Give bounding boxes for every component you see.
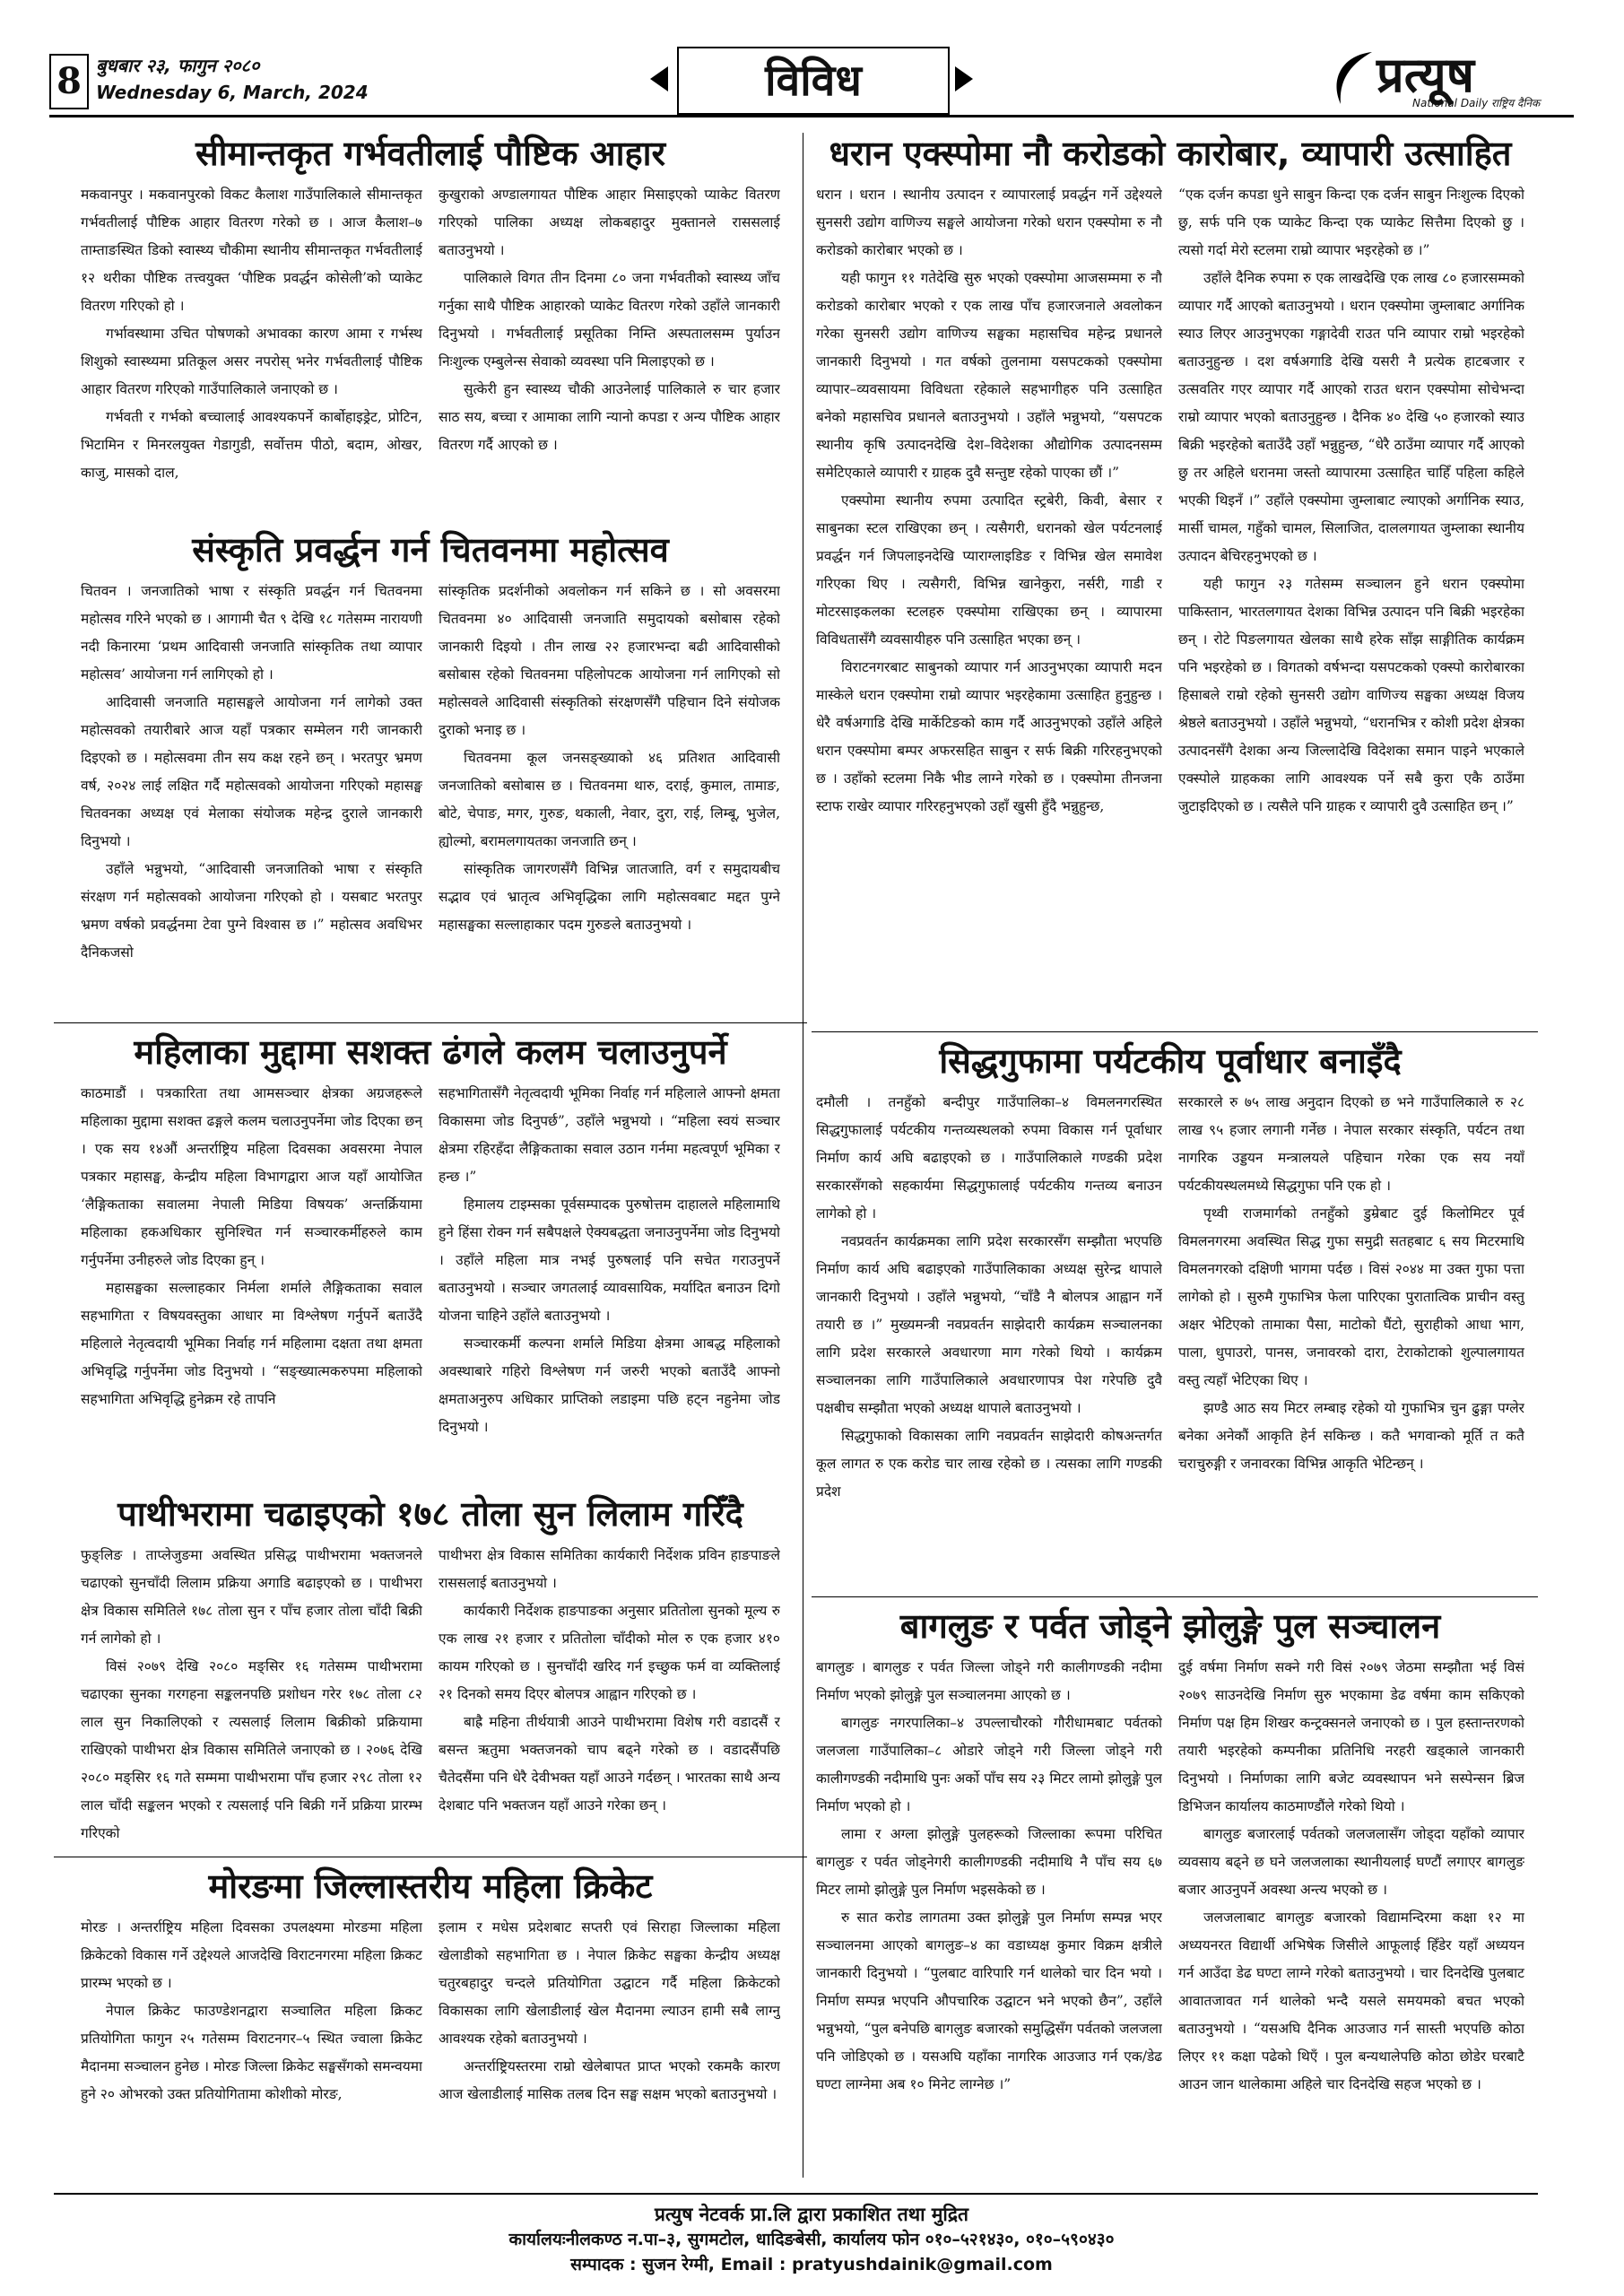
issue-date bbox=[96, 52, 369, 106]
headline: बागलुङ र पर्वत जोड्ने झोलुङ्गे पुल सञ्चालन bbox=[899, 1606, 1441, 1646]
paragraph: नवप्रवर्तन कार्यक्रमका लागि प्रदेश सरकारसँग सम्झौता भएपछि निर्माण कार्य अघि बढाइएको गाउँपालिकाका अध्यक्ष सुरेन्द्र थापाले जानकारी दिनुभयो । उहाँले भन्नुभयो, “चाँडै नै बोलपत्र आह्वान गर्ने तयारी छ ।” मुख्यमन्त्री नवप्रवर्तन साझेदारी कार्यक्रम सञ्चालनका लागि प्रदेश सरकारले अवधारणा माग गरेको थियो । कार्यक्रम सञ्चालनका लागि गाउँपालिकाले अवधारणापत्र पेश गरेपछि दुवै पक्षबीच सम्झौता भएको अध्यक्ष थापाले बताउनुभयो । bbox=[816, 1233, 1162, 1416]
paragraph: बागलुङ । बागलुङ र पर्वत जिल्ला जोड्ने गरी कालीगण्डकी नदीमा निर्माण भएको झोलुङ्गे पुल सञ्चालनमा आएको छ । bbox=[816, 1659, 1162, 1703]
logo-text: प्रत्यूष bbox=[1376, 46, 1474, 103]
paragraph: काठमाडौं । पत्रकारिता तथा आमसञ्चार क्षेत्रका अग्रजहरूले महिलाका मुद्दामा सशक्त ढङ्गले कलम चलाउनुपर्नेमा जोड दिएका छन् । एक सय १४औं अन्तर्राष्ट्रिय महिला दिवसका अवसरमा नेपाल पत्रकार महासङ्घ, केन्द्रीय महिला विभागद्वारा आज यहाँ आयोजित ‘लैङ्गिकताका सवालमा नेपाली मिडिया विषयक’ अन्तर्क्रियामा महिलाका हकअधिकार सुनिश्चित गर्न सञ्चारकर्मीहरुले काम गर्नुपर्नेमा उनीहरुले जोड दिएका हुन् । bbox=[81, 1085, 422, 1268]
paragraph: सांस्कृतिक प्रदर्शनीको अवलोकन गर्न सकिने छ । सो अवसरमा चितवनमा ४० आदिवासी जनजाति समुदायको बसोबास रहेको जानकारी दिइयो । तीन लाख २२ हजारभन्दा बढी आदिवासीको बसोबास रहेको चितवनमा पहिलोपटक आयोजना गर्न लागिएको सो महोत्सवले आदिवासी संस्कृतिको संरक्षणसँगै पहिचान दिने संयोजक दुराको भनाइ छ । bbox=[439, 583, 780, 738]
article-column bbox=[439, 578, 780, 1006]
article-column bbox=[439, 1080, 780, 1474]
masthead-rule bbox=[49, 115, 1574, 117]
article-column bbox=[1178, 181, 1524, 1020]
office-line: कार्यालयःनीलकण्ठ न.पा–३, सुगमटोल, धादिङबेसी, कार्यालय फोन ०१०–५२१४३०, ०१०–५९०४३० bbox=[508, 2230, 1115, 2249]
paragraph: सहभागितासँगै नेतृत्वदायी भूमिका निर्वाह गर्न महिलाले आफ्नो क्षमता विकासमा जोड दिनुपर्छ”, उहाँले भन्नुभयो । “महिला स्वयं सञ्चार क्षेत्रमा रहिरहँदा लैङ्गिकताका सवाल उठान गर्नमा महत्वपूर्ण भूमिका र हन्छ ।” bbox=[439, 1085, 780, 1185]
article-4 bbox=[81, 1493, 780, 1848]
paragraph: यही फागुन ११ गतेदेखि सुरु भएको एक्स्पोमा आजसम्ममा रु नौ करोडको कारोबार भएको र एक लाख पाँच हजारजनाले अवलोकन गरेका सुनसरी उद्योग वाणिज्य सङ्घका महासचिव महेन्द्र प्रधानले जानकारी दिनुभयो । गत वर्षको तुलनामा यसपटकको एक्स्पोमा व्यापार–व्यवसायमा विविधता रहेकाले सहभागीहरु पनि उत्साहित बनेको महासचिव प्रधानले बताउनुभयो । उहाँले भन्नुभयो, “यसपटक स्थानीय कृषि उत्पादनदेखि देश–विदेशका औद्योगिक उत्पादनसम्म समेटिएकाले व्यापारी र ग्राहक दुवै सन्तुष्ट रहेको पाएका छौं ।” bbox=[816, 270, 1162, 481]
paragraph: चितवन । जनजातिको भाषा र संस्कृति प्रवर्द्धन गर्न चितवनमा महोत्सव गरिने भएको छ । आगामी चैत ९ देखि १८ गतेसम्म नारायणी नदी किनारमा ‘प्रथम आदिवासी जनजाति सांस्कृतिक तथा व्यापार महोत्सव’ आयोजना गर्न लागिएको हो । bbox=[81, 583, 422, 683]
article-7 bbox=[816, 1040, 1524, 1587]
paragraph: गर्भावस्थामा उचित पोषणको अभावका कारण आमा र गर्भस्थ शिशुको स्वास्थ्यमा प्रतिकूल असर नपरोस् भनेर गर्भवतीलाई पौष्टिक आहार वितरण गरिएको गाउँपालिकाले जनाएको छ । bbox=[81, 326, 422, 397]
paragraph: हिमालय टाइम्सका पूर्वसम्पादक पुरुषोत्तम दाहालले महिलामाथि हुने हिंसा रोक्न गर्न सबैपक्षले ऐक्यबद्धता जनाउनुपर्नेमा जोड दिनुभयो । उहाँले महिला मात्र नभई पुरुषलाई पनि सचेत गराउनुपर्ने बताउनुभयो । सञ्चार जगतलाई व्यावसायिक, मर्यादित बनाउन दिगो योजना चाहिने उहाँले बताउनुभयो । bbox=[439, 1196, 780, 1324]
newspaper-logo bbox=[1323, 45, 1574, 109]
article-6 bbox=[816, 133, 1524, 1030]
paragraph: धरान । धरान । स्थानीय उत्पादन र व्यापारलाई प्रवर्द्धन गर्ने उद्देश्यले सुनसरी उद्योग वाणिज्य सङ्घले आयोजना गरेको धरान एक्स्पोमा रु नौ करोडको कारोबार भएको छ । bbox=[816, 187, 1162, 258]
date-nepali: बुधबार २३, फागुन २०८० bbox=[96, 55, 260, 76]
paragraph: नेपाल क्रिकेट फाउण्डेशनद्वारा सञ्चालित महिला क्रिकट प्रतियोगिता फागुन २५ गतेसम्म विराटनगर–५ स्थित ज्वाला क्रिकेट मैदानमा सञ्चालन हुनेछ । मोरङ जिल्ला क्रिकेट सङ्घसँगको समन्वयमा हुने २० ओभरको उक्त प्रतियोगितामा कोशीको मोरङ, bbox=[81, 2003, 422, 2102]
paragraph: पृथ्वी राजमार्गको तनहुँको डुम्रेबाट दुई किलोमिटर पूर्व विमलनगरमा अवस्थित सिद्ध गुफा समुद्री सतहबाट ६ सय मिटरमाथि विमलनगरको दक्षिणी भागमा पर्दछ । विसं २०४४ मा उक्त गुफा पत्ता लागेको हो । सुरुमै गुफाभित्र फेला पारिएका पुरातात्विक प्राचीन वस्तु अक्षर भेटिएको तामाका पैसा, माटोको घैंटो, सुराहीको आधा भाग, पाला, धुपाउरो, पानस, जनावरको दारा, टेराकोटाको शुल्पालगायत वस्तु त्यहाँ भेटिएका थिए । bbox=[1178, 1205, 1524, 1388]
article-2 bbox=[81, 529, 780, 1013]
editor-line: सम्पादक : सुजन रेग्मी, Email : pratyushdainik@gmail.com bbox=[570, 2255, 1053, 2274]
article-column bbox=[439, 181, 780, 495]
paragraph: जलजलाबाट बागलुङ बजारको विद्यामन्दिरमा कक्षा १२ मा अध्ययनरत विद्यार्थी अभिषेक जिसीले आफूलाई हिँडेर यहाँ अध्ययन गर्न आउँदा डेढ घण्टा लाग्ने गरेको बताउनुभयो । चार दिनदेखि पुलबाट आवातजावत गर्न थालेको भन्दै यसले समयमको बचत भएको बताउनुभयो । “यसअघि दैनिक आउजाउ गर्न सास्ती भएपछि कोठा लिएर ११ कक्षा पढेको थिएँ । पुल बन्यथालेपछि कोठा छोडेर घरबाटै आउन जान थालेकामा अहिले चार दिनदेखि सहज भएको छ । bbox=[1178, 1909, 1524, 2092]
article-column bbox=[439, 1542, 780, 1842]
divider bbox=[54, 1022, 807, 1023]
headline: मोरङमा जिल्लास्तरीय महिला क्रिकेट bbox=[208, 1866, 653, 1906]
article-5 bbox=[81, 1866, 780, 2184]
paragraph: रु सात करोड लागतमा उक्त झोलुङ्गे पुल निर्माण सम्पन्न भएर सञ्चालनमा आएको बागलुङ–४ का वडाध्यक्ष कुमार विक्रम क्षत्रीले जानकारी दिनुभयो । “पुलबाट वारिपारि गर्न थालेको चार दिन भयो । निर्माण सम्पन्न भएपनि औपचारिक उद्घाटन भने भएको छैन”, उहाँले भन्नुभयो, “पुल बनेपछि बागलुङ बजारको समुद्धिसँग पर्वतको जलजला पनि जोडिएको छ । यसअघि यहाँका नागरिक आउजाउ गर्न एक/डेढ घण्टा लाग्नेमा अब १० मिनेट लाग्नेछ ।” bbox=[816, 1909, 1162, 2092]
right-arrow-icon bbox=[955, 66, 973, 91]
headline: संस्कृति प्रवर्द्धन गर्न चितवनमा महोत्सव bbox=[192, 530, 669, 570]
paragraph: गर्भवती र गर्भको बच्चालाई आवश्यकपर्ने कार्बोहाइड्रेट, प्रोटिन, भिटामिन र मिनरलयुक्त गेडागुडी, सर्वोत्तम पीठो, बदाम, ओखर, काजु, मासको दाल, bbox=[81, 409, 422, 481]
paragraph: विसं २०७९ देखि २०८० मङ्सिर १६ गतेसम्म पाथीभरामा चढाएका सुनका गरगहना सङ्कलनपछि प्रशोधन गरेर १७८ तोला ८२ लाल सुन निकालिएको र त्यसलाई लिलाम बिक्रीको प्रक्रियामा राखिएको पाथीभरा क्षेत्र विकास समितिले जनाएको छ । २०७६ देखि २०८० मङ्सिर १६ गते सम्ममा पाथीभरामा पाँच हजार २९८ तोला १२ लाल चाँदी सङ्कलन भएको र त्यसलाई पनि बिक्री गर्ने प्रक्रिया प्रारम्भ गरिएको bbox=[81, 1658, 422, 1841]
headline: सीमान्तकृत गर्भवतीलाई पौष्टिक आहार bbox=[195, 134, 666, 173]
divider bbox=[812, 1596, 1538, 1597]
article-column bbox=[816, 1089, 1162, 1582]
paragraph: सिद्धगुफाको विकासका लागि नवप्रवर्तन साझेदारी कोषअन्तर्गत कूल लागत रु एक करोड चार लाख रहेको छ । त्यसका लागि गण्डकी प्रदेश bbox=[816, 1428, 1162, 1500]
headline: धरान एक्स्पोमा नौ करोडको कारोबार, व्यापारी उत्साहित bbox=[829, 134, 1512, 173]
article-3 bbox=[81, 1031, 780, 1480]
paragraph: इलाम र मधेस प्रदेशबाट सप्तरी एवं सिराहा जिल्लाका महिला खेलाडीको सहभागिता छ । नेपाल क्रिकेट सङ्घका केन्द्रीय अध्यक्ष चतुरबहादुर चन्दले प्रतियोगिता उद्घाटन गर्दै महिला क्रिकेटको विकासका लागि खेलाडीलाई खेल मैदानमा ल्याउन हामी सबै लाग्नु आवश्यक रहेको बताउनुभयो । bbox=[439, 1919, 780, 2047]
paragraph: लामा र अग्ला झोलुङ्गे पुलहरूको जिल्लाका रूपमा परिचित बागलुङ र पर्वत जोड्नेगरी कालीगण्डकी नदीमाथि नै पाँच सय ६७ मिटर लामो झोलुङ्गे पुल निर्माण भइसकेको छ । bbox=[816, 1826, 1162, 1898]
paragraph: मकवानपुर । मकवानपुरको विकट कैलाश गाउँपालिकाले सीमान्तकृत गर्भवतीलाई पौष्टिक आहार वितरण गरेको छ । आज कैलाश–७ ताम्ताङस्थित डिको स्वास्थ्य चौकीमा स्थानीय सीमान्तकृत गर्भवतीलाई १२ थरीका पौष्टिक तत्त्वयुक्त ‘पौष्टिक प्रवर्द्धन कोसेली’को प्याकेट वितरण गरिएको हो । bbox=[81, 187, 422, 314]
paragraph: सुत्केरी हुन स्वास्थ्य चौकी आउनेलाई पालिकाले रु चार हजार साठ सय, बच्चा र आमाका लागि न्यानो कपडा र अन्य पौष्टिक आहार वितरण गर्दै आएको छ । bbox=[439, 381, 780, 453]
article-column bbox=[81, 578, 422, 1006]
imprint-footer bbox=[296, 2202, 1327, 2277]
page-number: 8 bbox=[49, 54, 89, 109]
article-column bbox=[816, 1654, 1162, 2179]
article-column bbox=[816, 181, 1162, 1020]
article-8 bbox=[816, 1605, 1524, 2184]
paragraph: सञ्चारकर्मी कल्पना शर्माले मिडिया क्षेत्रमा आबद्ध महिलाको अवस्थाबारे गहिरो विश्लेषण गर्न जरुरी भएको बताउँदै आफ्नो क्षमताअनुरुप अधिकार प्राप्तिको लडाइमा पछि हट्न नहुनेमा जोड दिनुभयो । bbox=[439, 1335, 780, 1435]
date-english: Wednesday 6, March, 2024 bbox=[96, 82, 369, 103]
article-column bbox=[81, 181, 422, 495]
paragraph: फुङ्लिङ । ताप्लेजुङमा अवस्थित प्रसिद्ध पाथीभरामा भक्तजनले चढाएको सुनचाँदी लिलाम प्रक्रिया अगाडि बढाइएको छ । पाथीभरा क्षेत्र विकास समितिले १७८ तोला सुन र पाँच हजार तोला चाँदी बिक्री गर्न लागेको हो । bbox=[81, 1547, 422, 1647]
paragraph: सरकारले रु ७५ लाख अनुदान दिएको छ भने गाउँपालिकाले रु २८ लाख ९५ हजार लगानी गर्नेछ । नेपाल सरकार संस्कृति, पर्यटन तथा नागरिक उड्डयन मन्त्रालयले पहिचान गरेका एक सय नयाँ पर्यटकीयस्थलमध्ये सिद्धगुफा पनि एक हो । bbox=[1178, 1094, 1524, 1194]
paragraph: कुखुराको अण्डालगायत पौष्टिक आहार मिसाइएको प्याकेट वितरण गरिएको पालिका अध्यक्ष लोकबहादुर मुक्तानले राससलाई बताउनुभयो । bbox=[439, 187, 780, 258]
paragraph: यही फागुन २३ गतेसम्म सञ्चालन हुने धरान एक्स्पोमा पाकिस्तान, भारतलगायत देशका विभिन्न उत्पादन पनि बिक्री भइरहेका छन् । रोटे पिङलगायत खेलका साथै हरेक साँझ साङ्गीतिक कार्यक्रम पनि भइरहेको छ । विगतको वर्षभन्दा यसपटकको एक्स्पो कारोबारका हिसाबले राम्रो रहेको सुनसरी उद्योग वाणिज्य सङ्घका अध्यक्ष विजय श्रेष्ठले बताउनुभयो । उहाँले भन्नुभयो, “धरानभित्र र कोशी प्रदेश क्षेत्रका उत्पादनसँगै देशका अन्य जिल्लादेखि विदेशका समान पाइने भएकाले एक्स्पोले ग्राहकका लागि आवश्यक पर्ने सबै कुरा एकै ठाउँमा जुटाइदिएको छ । त्यसैले पनि ग्राहक र व्यापारी दुवै उत्साहित छन् ।” bbox=[1178, 576, 1524, 814]
paragraph: चितवनमा कूल जनसङ्ख्याको ४६ प्रतिशत आदिवासी जनजातिको बसोबास छ । चितवनमा थारु, दराई, कुमाल, तामाङ, बोटे, चेपाङ, मगर, गुरुङ, थकाली, नेवार, दुरा, राई, लिम्बू, भुजेल, ह्योल्मो, बरामलगायतका जनजाति छन् । bbox=[439, 750, 780, 849]
paragraph: पालिकाले विगत तीन दिनमा ८० जना गर्भवतीको स्वास्थ्य जाँच गर्नुका साथै पौष्टिक आहारको प्याकेट वितरण गरेको उहाँले जानकारी दिनुभयो । गर्भवतीलाई प्रसूतिका निम्ति अस्पतालसम्म पुर्याउन निःशुल्क एम्बुलेन्स सेवाको व्यवस्था पनि मिलाइएको छ । bbox=[439, 270, 780, 370]
paragraph: महासङ्घका सल्लाहकार निर्मला शर्माले लैङ्गिकताका सवाल सहभागिता र विषयवस्तुका आधार मा विश्लेषण गर्नुपर्ने बताउँदै महिलाले नेतृत्वदायी भूमिका निर्वाह गर्न महिलामा दक्षता तथा क्षमता अभिवृद्धि गर्नुपर्नेमा जोड दिनुभयो । “सङ्ख्यात्मकरुपमा महिलाको सहभागिता अभिवृद्धि हुनेक्रम रहे तापनि bbox=[81, 1280, 422, 1407]
paragraph: उहाँले दैनिक रुपमा रु एक लाखदेखि एक लाख ८० हजारसम्मको व्यापार गर्दै आएको बताउनुभयो । धरान एक्स्पोमा जुम्लाबाट अर्गानिक स्याउ लिएर आउनुभएका गङ्गादेवी राउत पनि व्यापार राम्रो भइरहेको बताउनुहुन्छ । दश वर्षअगाडि देखि यसरी नै प्रत्येक हाटबजार र उत्सवतिर गएर व्यापार गर्दै आएको राउत धरान एक्स्पोमा सोचेभन्दा राम्रो व्यापार भएको बताउनुहुन्छ । दैनिक ४० देखि ५० हजारको स्याउ बिक्री भइरहेको बताउँदै उहाँ भन्नुहुन्छ, “धेरै ठाउँमा व्यापार गर्दै आएको छु तर अहिले धरानमा जस्तो व्यापारमा उत्साहित चाहिँ पहिला कहिले भएकी थिइनँ ।” उहाँले एक्स्पोमा जुम्लाबाट ल्याएको अर्गानिक स्याउ, मार्सी चामल, गहुँको चामल, सिलाजित, दाललगायत जुम्लाका स्थानीय उत्पादन बेचिरहनुभएको छ । bbox=[1178, 270, 1524, 564]
headline: सिद्धगुफामा पर्यटकीय पूर्वाधार बनाइँदै bbox=[939, 1041, 1402, 1081]
article-column bbox=[439, 1914, 780, 2179]
article-column bbox=[81, 1080, 422, 1474]
left-arrow-icon bbox=[650, 66, 668, 91]
article-column bbox=[1178, 1654, 1524, 2179]
paragraph: “एक दर्जन कपडा धुने साबुन किन्दा एक दर्जन साबुन निःशुल्क दिएको छु, सर्फ पनि एक प्याकेट किन्दा एक प्याकेट सित्तैमा दिएको छु । त्यसो गर्दा मेरो स्टलमा राम्रो व्यापार भइरहेको छ ।” bbox=[1178, 187, 1524, 258]
footer-rule bbox=[54, 2193, 1538, 2195]
article-column bbox=[81, 1542, 422, 1842]
paragraph: उहाँले भन्नुभयो, “आदिवासी जनजातिको भाषा र संस्कृति संरक्षण गर्न महोत्सवको आयोजना गरिएको हो । यसबाट भरतपुर भ्रमण वर्षको प्रवर्द्धनमा टेवा पुग्ने विश्वास छ ।” महोत्सव अवधिभर दैनिकजसो bbox=[81, 861, 422, 961]
publisher-line: प्रत्युष नेटवर्क प्रा.लि द्वारा प्रकाशित तथा मुद्रित bbox=[654, 2204, 968, 2225]
paragraph: अन्तर्राष्ट्रियस्तरमा राम्रो खेलेबापत प्राप्त भएको रकमकै कारण आज खेलाडीलाई मासिक तलब दिन सङ्घ सक्षम भएको बताउनुभयो । bbox=[439, 2058, 780, 2102]
headline: पाथीभरामा चढाइएको १७८ तोला सुन लिलाम गरिँदै bbox=[117, 1494, 743, 1534]
logo-subtitle: National Daily राष्ट्रिय दैनिक bbox=[1412, 97, 1541, 109]
section-title: विविध bbox=[677, 47, 950, 115]
paragraph: दमौली । तनहुँको बन्दीपुर गाउँपालिका–४ विमलनगरस्थित सिद्धगुफालाई पर्यटकीय गन्तव्यस्थलको रुपमा विकास गर्न पूर्वाधार निर्माण कार्य अघि बढाइएको छ । गाउँपालिकाले गण्डकी प्रदेश सरकारसँगको सहकार्यमा सिद्धगुफालाई पर्यटकीय गन्तव्य बनाउन लागेको हो । bbox=[816, 1094, 1162, 1222]
paragraph: मोरङ । अन्तर्राष्ट्रिय महिला दिवसका उपलक्ष्यमा मोरङमा महिला क्रिकेटको विकास गर्ने उद्देश्यले आजदेखि विराटनगरमा महिला क्रिकट प्रारम्भ भएको छ । bbox=[81, 1919, 422, 1991]
headline: महिलाका मुद्दामा सशक्त ढंगले कलम चलाउनुपर्ने bbox=[134, 1032, 727, 1072]
logo-swoosh-icon bbox=[1323, 45, 1376, 108]
paragraph: विराटनगरबाट साबुनको व्यापार गर्न आउनुभएका व्यापारी मदन मास्केले धरान एक्स्पोमा राम्रो व्यापार भइरहेकामा उत्साहित हुनुहुन्छ । धेरै वर्षअगाडि देखि मार्केटिङको काम गर्दै आउनुभएको उहाँले अहिले धरान एक्स्पोमा बम्पर अफरसहित साबुन र सर्फ बिक्री गरिरहनुभएको छ । उहाँको स्टलमा निकै भीड लाग्ने गरेको छ । एक्स्पोमा तीनजना स्टाफ राखेर व्यापार गरिरहनुभएको उहाँ खुसी हुँदै भन्नुहुन्छ, bbox=[816, 659, 1162, 814]
divider bbox=[812, 1031, 1538, 1032]
paragraph: बाह्रै महिना तीर्थयात्री आउने पाथीभरामा विशेष गरी वडादसैं र बसन्त ऋतुमा भक्तजनको चाप बढ्ने गरेको छ । वडादसैंपछि चैतेदसैंमा पनि धेरै देवीभक्त यहाँ आउने गर्दछन् । भारतका साथै अन्य देशबाट पनि भक्तजन यहाँ आउने गरेका छन् । bbox=[439, 1714, 780, 1813]
article-column bbox=[81, 1914, 422, 2179]
paragraph: एक्स्पोमा स्थानीय रुपमा उत्पादित स्ट्रबेरी, किवी, बेसार र साबुनका स्टल राखिएका छन् । त्यसैगरी, धरानको खेल पर्यटनलाई प्रवर्द्धन गर्न जिपलाइनदेखि प्याराग्लाइडिङ र विभिन्न खेल समावेश गरिएका थिए । त्यसैगरी, विभिन्न खानेकुरा, नर्सरी, गाडी र मोटरसाइकलका स्टलहरु एक्स्पोमा राखिएका छन् । व्यापारमा विविधतासँगै व्यवसायीहरु पनि उत्साहित भएका छन् । bbox=[816, 492, 1162, 648]
paragraph: झण्डै आठ सय मिटर लम्बाइ रहेको यो गुफाभित्र चुन ढुङ्गा पग्लेर बनेका अनेकौं आकृति हेर्न सकिन्छ । कतै भगवान्को मूर्ति त कतै चराचुरुङ्गी र जनावरका विभिन्न आकृति भेटिन्छन् । bbox=[1178, 1400, 1524, 1472]
paragraph: सांस्कृतिक जागरणसँगै विभिन्न जातजाति, वर्ग र समुदायबीच सद्भाव एवं भ्रातृत्व अभिवृद्धिका लागि महोत्सवबाट मद्दत पुग्ने महासङ्घका सल्लाहाकार पदम गुरुङले बताउनुभयो । bbox=[439, 861, 780, 933]
paragraph: कार्यकारी निर्देशक हाङपाङका अनुसार प्रतितोला सुनको मूल्य रु एक लाख २१ हजार र प्रतितोला चाँदीको मोल रु एक हजार ४१० कायम गरिएको छ । सुनचाँदी खरिद गर्न इच्छुक फर्म वा व्यक्तिलाई २१ दिनको समय दिएर बोलपत्र आह्वान गरिएको छ । bbox=[439, 1603, 780, 1702]
paragraph: बागलुङ नगरपालिका–४ उपल्लाचौरको गौरीधामबाट पर्वतको जलजला गाउँपालिका–८ ओडारे जोड्ने गरी जिल्ला जोड्ने गरी कालीगण्डकी नदीमाथि पुनः अर्को पाँच सय २३ मिटर लामो झोलुङ्गे पुल निर्माण भएको हो । bbox=[816, 1715, 1162, 1814]
paragraph: बागलुङ बजारलाई पर्वतको जलजलासँग जोड्दा यहाँको व्यापार व्यवसाय बढ्ने छ घने जलजलाका स्थानीयलाई घण्टौं लगाएर बागलुङ बजार आउनुपर्ने अवस्था अन्त्य भएको छ । bbox=[1178, 1826, 1524, 1898]
paragraph: आदिवासी जनजाति महासङ्घले आयोजना गर्न लागेको उक्त महोत्सवको तयारीबारे आज यहाँ पत्रकार सम्मेलन गरी जानकारी दिइएको छ । महोत्सवमा तीन सय कक्ष रहने छन् । भरतपुर भ्रमण वर्ष, २०२४ लाई लक्षित गर्दै महोत्सवको आयोजना गरिएको महासङ्घ चितवनका अध्यक्ष एवं मेलाका संयोजक महेन्द्र दुराले जानकारी दिनुभयो । bbox=[81, 694, 422, 849]
article-column bbox=[1178, 1089, 1524, 1582]
paragraph: दुई वर्षमा निर्माण सक्ने गरी विसं २०७९ जेठमा सम्झौता भई विसं २०७९ साउनदेखि निर्माण सुरु भएकामा डेढ वर्षमा काम सकिएको निर्माण पक्ष हिम शिखर कन्ट्रक्सनले जनाएको छ । पुल हस्तान्तरणको तयारी भइरहेको कम्पनीका प्रतिनिधि नरहरी खड्काले जानकारी दिनुभयो । निर्माणका लागि बजेट व्यवस्थापन भने सस्पेन्सन ब्रिज डिभिजन कार्यालय काठमाण्डौंले गरेको थियो । bbox=[1178, 1659, 1524, 1814]
masthead bbox=[49, 45, 1574, 118]
paragraph: पाथीभरा क्षेत्र विकास समितिका कार्यकारी निर्देशक प्रविन हाङपाङले राससलाई बताउनुभयो । bbox=[439, 1547, 780, 1591]
article-1 bbox=[81, 133, 780, 511]
